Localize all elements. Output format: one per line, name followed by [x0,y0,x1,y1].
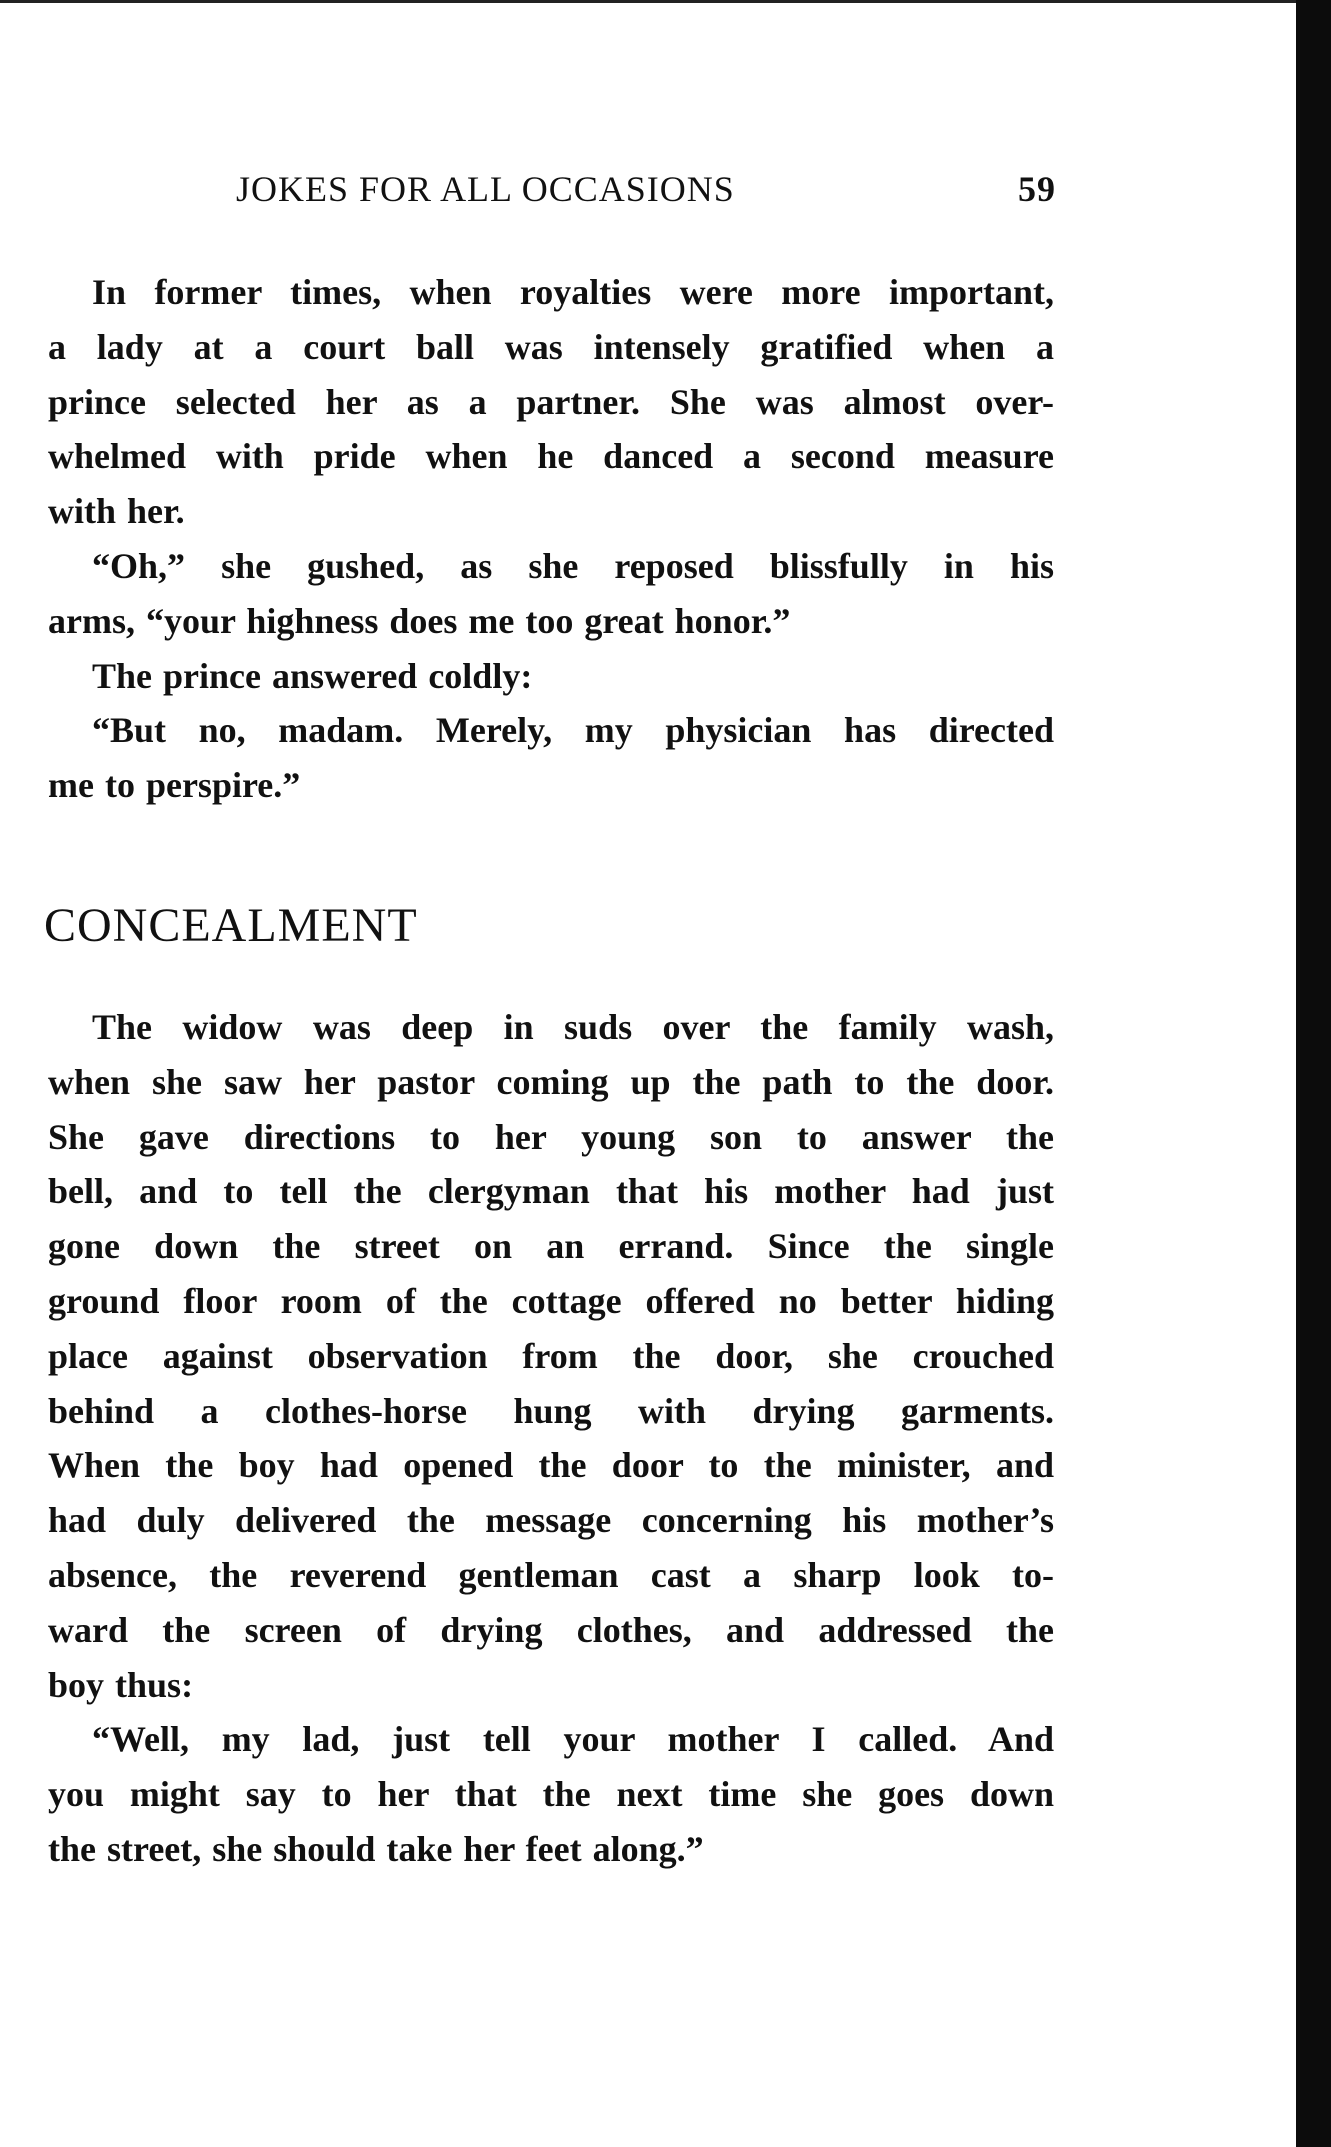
text-line: The prince answered coldly: [92,655,533,696]
text-line: She gave directions to her young son to answer the [48,1116,1054,1157]
text-line: the street, she should take her feet along.” [48,1828,704,1869]
page-number: 59 [1018,169,1056,209]
story-prince [48,265,1054,813]
running-header [48,168,1056,212]
text-line: bell, and to tell the clergyman that his mother had just [48,1171,1054,1212]
page-top-edge [0,0,1331,3]
text-line: ground floor room of the cottage offered no better hiding [48,1280,1054,1321]
text-line: had duly delivered the message concerning his mother’s [48,1500,1054,1541]
text-line: boy thus: [48,1664,194,1705]
scan-edge-shadow [1296,0,1331,2147]
story-concealment [48,1000,1054,1877]
text-line: you might say to her that the next time she goes down [48,1774,1054,1815]
text-line: ward the screen of drying clothes, and addressed the [48,1609,1054,1650]
text-line: me to perspire.” [48,765,301,806]
text-line: “Oh,” she gushed, as she reposed blissfully in his [92,545,1054,586]
text-line: behind a clothes-horse hung with drying garments. [48,1390,1054,1431]
text-line: arms, “your highness does me too great honor.” [48,600,791,641]
text-line: place against observation from the door, she crouched [48,1335,1054,1376]
text-line: prince selected her as a partner. She was almost over- [48,381,1054,422]
text-line: When the boy had opened the door to the minister, and [48,1445,1054,1486]
text-line: a lady at a court ball was intensely gratified when a [48,326,1054,367]
text-line: In former times, when royalties were more important, [92,272,1054,312]
text-line: when she saw her pastor coming up the path to the door. [48,1061,1054,1102]
text-line: gone down the street on an errand. Since the single [48,1226,1054,1267]
text-line: absence, the reverend gentleman cast a sharp look to- [48,1554,1054,1595]
text-line: “Well, my lad, just tell your mother I called. And [92,1719,1054,1760]
text-line: with her. [48,491,185,532]
text-line: “But no, madam. Merely, my physician has directed [92,710,1054,751]
text-line: whelmed with pride when he danced a second measure [48,436,1054,477]
section-heading: CONCEALMENT [44,899,418,952]
running-title: JOKES FOR ALL OCCASIONS [236,169,735,209]
text-line: The widow was deep in suds over the family wash, [92,1007,1054,1047]
